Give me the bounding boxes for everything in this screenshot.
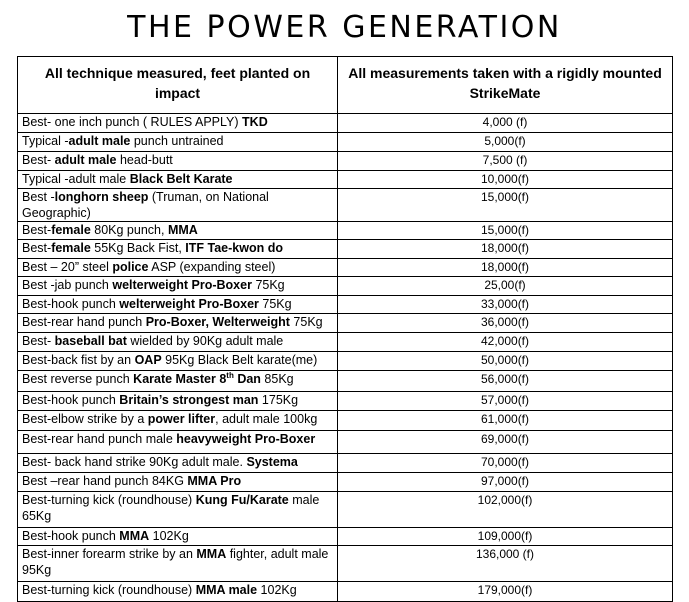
technique-cell [18,333,338,352]
table-row [18,582,673,602]
technique-text: Best- one inch punch ( RULES APPLY) [22,115,243,129]
technique-text-bold: MMA male [195,583,258,597]
page-title: THE POWER GENERATION [127,10,562,45]
measurement-cell: 5,000(f) [338,133,673,152]
technique-cell [18,528,338,546]
technique-cell [18,492,338,528]
technique-text: Typical - [22,134,69,148]
technique-cell [18,133,338,152]
measurement-cell: 42,000(f) [338,333,673,352]
measurement-cell: 109,000(f) [338,528,673,546]
technique-text-bold: TKD [242,115,268,129]
measurement-cell: 15,000(f) [338,222,673,240]
measurement-header: All measurements taken with a rigidly mounted StrikeMate [338,57,673,114]
measurement-cell: 56,000(f) [338,371,673,392]
technique-text: ASP (expanding steel) [148,260,276,274]
technique-text: Best – 20” steel [22,260,113,274]
technique-text: Best –rear hand punch 84KG [22,474,188,488]
technique-text: male 65Kg [22,493,320,523]
technique-cell [18,277,338,296]
table-row [18,222,673,240]
technique-text: 175Kg [258,393,299,407]
technique-cell [18,371,338,392]
table-row [18,528,673,546]
technique-text-bold: MMA [196,547,227,561]
technique-cell [18,431,338,454]
technique-text: , adult male 100kg [215,412,318,426]
measurement-cell: 4,000 (f) [338,114,673,133]
technique-text: Best- [22,153,55,167]
table-row [18,171,673,189]
table-body [18,114,673,602]
technique-text-bold: baseball bat [54,334,127,348]
measurement-cell: 70,000(f) [338,454,673,473]
table-row [18,114,673,133]
technique-text-bold: female [51,241,91,255]
technique-text: Best-back fist by an [22,353,135,367]
technique-text: 55Kg Back Fist, [90,241,186,255]
technique-text: Best-rear hand punch [22,315,146,329]
table-row [18,296,673,314]
technique-text: Best -jab punch [22,278,113,292]
technique-text-bold: police [112,260,149,274]
technique-text: 102Kg [149,529,189,543]
measurement-cell: 36,000(f) [338,314,673,333]
technique-text: Best-rear hand punch male [22,432,177,446]
technique-cell [18,114,338,133]
technique-cell [18,454,338,473]
technique-text-bold: Karate Master 8 [133,372,227,386]
technique-text: 102Kg [257,583,297,597]
measurement-cell: 10,000(f) [338,171,673,189]
technique-cell [18,473,338,492]
table-row [18,411,673,431]
technique-text-bold: power lifter [147,412,216,426]
technique-cell [18,259,338,277]
technique-text: Typical -adult male [22,172,130,186]
table-row [18,492,673,528]
technique-text: 75Kg [258,297,292,311]
technique-text: Best-elbow strike by a [22,412,148,426]
technique-text: Best- [22,223,52,237]
header-row [18,57,673,114]
table-row [18,314,673,333]
table-row [18,189,673,222]
technique-text: Best-hook punch [22,297,120,311]
power-table [17,56,673,602]
technique-text-bold: heavyweight Pro-Boxer [176,432,316,446]
table-row [18,133,673,152]
technique-cell [18,411,338,431]
measurement-cell: 7,500 (f) [338,152,673,171]
measurement-cell: 50,000(f) [338,352,673,371]
measurement-cell: 69,000(f) [338,431,673,454]
table-row [18,277,673,296]
technique-text-bold: OAP [134,353,162,367]
technique-cell [18,152,338,171]
measurement-cell: 57,000(f) [338,392,673,411]
table-row [18,352,673,371]
measurement-cell: 33,000(f) [338,296,673,314]
technique-text: 80Kg punch, [90,223,168,237]
table-row [18,392,673,411]
technique-text-bold: Black Belt Karate [129,172,233,186]
technique-cell [18,582,338,602]
table-row [18,259,673,277]
technique-text: Best- back hand strike 90Kg adult male. [22,455,247,469]
technique-cell [18,240,338,259]
measurement-cell: 18,000(f) [338,240,673,259]
measurement-cell: 97,000(f) [338,473,673,492]
technique-text-bold: female [51,223,91,237]
technique-text-bold: longhorn sheep [54,190,149,204]
technique-text-bold: Pro-Boxer, Welterweight [145,315,290,329]
technique-cell [18,392,338,411]
technique-text-bold: MMA [119,529,150,543]
technique-text-bold: welterweight Pro-Boxer [112,278,252,292]
table-row [18,431,673,454]
technique-text: Best-inner forearm strike by an [22,547,197,561]
table-row [18,333,673,352]
technique-text: Best- [22,334,55,348]
technique-text: Best reverse punch [22,372,134,386]
technique-cell [18,352,338,371]
measurement-cell: 179,000(f) [338,582,673,602]
technique-text-bold: Dan [233,372,261,386]
measurement-cell: 102,000(f) [338,492,673,528]
technique-text-bold: Britain’s strongest man [119,393,259,407]
measurement-cell: 18,000(f) [338,259,673,277]
technique-text-bold: MMA [167,223,198,237]
technique-text: Best - [22,190,55,204]
technique-header: All technique measured, feet planted on impact [18,57,338,114]
technique-cell [18,546,338,582]
measurement-cell: 15,000(f) [338,189,673,222]
technique-text: (Truman, on National Geographic) [22,190,269,220]
measurement-cell: 61,000(f) [338,411,673,431]
technique-text: Best-hook punch [22,529,120,543]
technique-text-bold: welterweight Pro-Boxer [119,297,259,311]
table-row [18,152,673,171]
technique-cell [18,314,338,333]
technique-text: Best-turning kick (roundhouse) [22,583,196,597]
technique-text: Best-hook punch [22,393,120,407]
table-row [18,240,673,259]
technique-cell [18,222,338,240]
technique-text-bold: adult male [68,134,131,148]
technique-text: punch untrained [130,134,224,148]
technique-cell [18,171,338,189]
technique-text-bold: th [226,371,234,380]
table-row [18,454,673,473]
table-row [18,371,673,392]
technique-text: wielded by 90Kg adult male [126,334,284,348]
technique-text-bold: ITF Tae-kwon do [185,241,283,255]
table-row [18,473,673,492]
technique-text: fighter, adult male 95Kg [22,547,329,577]
table-row [18,546,673,582]
technique-text-bold: Systema [246,455,298,469]
technique-text-bold: Kung Fu/Karate [195,493,289,507]
technique-text-bold: MMA Pro [187,474,242,488]
technique-text: head-butt [116,153,173,167]
technique-text: Best-turning kick (roundhouse) [22,493,196,507]
technique-text: 85Kg [260,372,294,386]
technique-text: 75Kg [251,278,285,292]
technique-text: 75Kg [289,315,323,329]
measurement-cell: 136,000 (f) [338,546,673,582]
measurement-cell: 25,00(f) [338,277,673,296]
technique-text: 95Kg Black Belt karate(me) [161,353,318,367]
technique-text: Best- [22,241,52,255]
technique-text-bold: adult male [54,153,117,167]
technique-cell [18,189,338,222]
technique-cell [18,296,338,314]
